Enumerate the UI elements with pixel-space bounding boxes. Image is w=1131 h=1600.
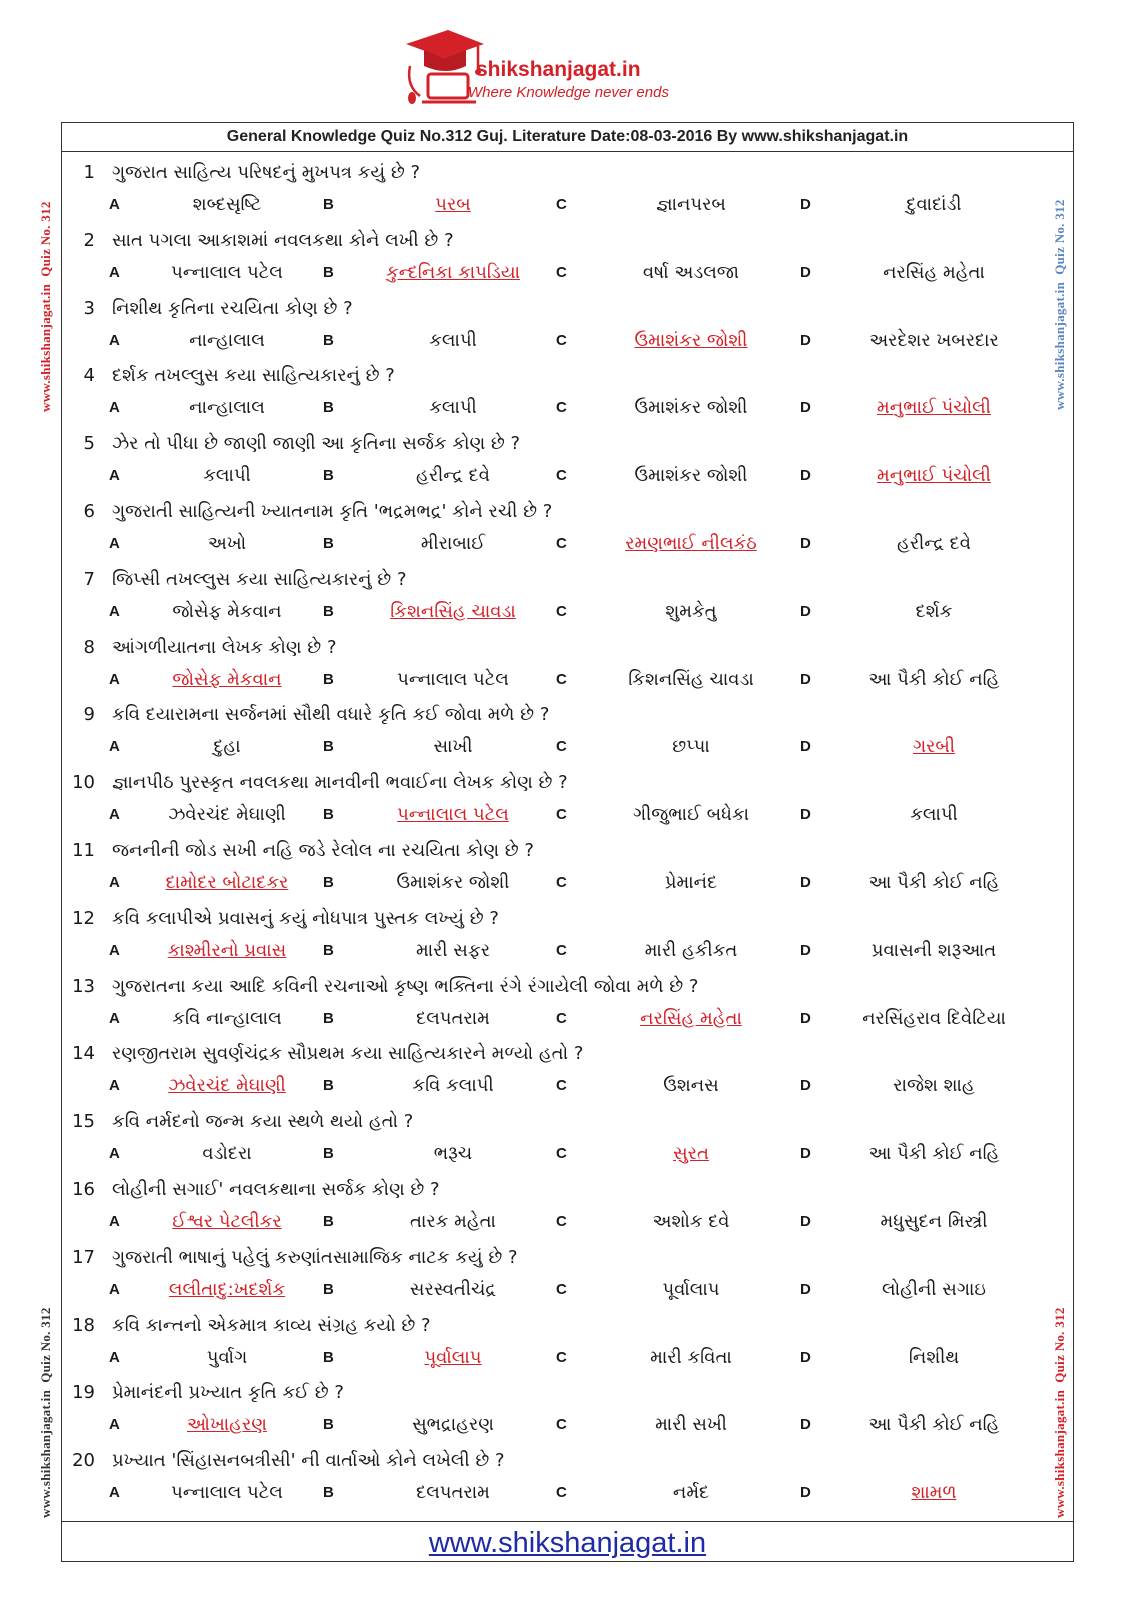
- option-letter-a: A: [109, 670, 120, 688]
- question-item: [62, 155, 1073, 223]
- question-number: 10: [72, 772, 95, 794]
- option-letter-c: C: [556, 1348, 567, 1366]
- side-site: www.shikshanjagat.in: [1052, 281, 1067, 410]
- correct-answer: ઓખાહરણ: [187, 1414, 267, 1436]
- option-letter-b: B: [323, 196, 334, 213]
- logo-tagline: Where Knowledge never ends: [468, 84, 669, 101]
- question-text: સાત પગલા આકાશમાં નવલકથા કોને લખી છે ?: [112, 229, 454, 251]
- options-row: [62, 1343, 1073, 1373]
- correct-answer: સુરત: [673, 1143, 709, 1165]
- option-b: મીરાબાઈ: [420, 532, 486, 554]
- option-letter-c: C: [556, 1009, 567, 1027]
- question-number: 15: [72, 1111, 95, 1133]
- option-b: પન્નાલાલ પટેલ: [397, 668, 509, 690]
- option-a: પન્નાલાલ પટેલ: [171, 1482, 283, 1504]
- correct-answer: ઝવેરચંદ મેઘાણી: [168, 1075, 286, 1097]
- option-c: પ્રેમાનંદ: [664, 871, 718, 893]
- question-text: નિશીથ કૃતિના રચયિતા કોણ છે ?: [112, 297, 353, 319]
- option-letter-b: B: [323, 806, 334, 824]
- question-text: કવિ કલાપીએ પ્રવાસનું કયું નોધપાત્ર પુસ્તક લખ્યું છે ?: [112, 907, 499, 929]
- footer-url-link[interactable]: www.shikshanjagat.in: [428, 1527, 707, 1559]
- option-b: દલપતરામ: [416, 1482, 490, 1504]
- options-row: [62, 732, 1073, 762]
- option-b: કવિ કલાપી: [412, 1075, 494, 1097]
- option-letter-d: D: [800, 534, 811, 552]
- question-item: [62, 562, 1073, 630]
- side-label-top-left: [38, 201, 54, 412]
- question-item: [62, 697, 1073, 765]
- options-row: [62, 665, 1073, 695]
- options-row: [62, 800, 1073, 830]
- option-letter-c: C: [556, 399, 567, 417]
- option-letter-d: D: [800, 1348, 811, 1366]
- option-c: કિશનસિંહ ચાવડા: [628, 668, 754, 690]
- option-letter-b: B: [323, 399, 334, 417]
- question-item: [62, 1036, 1073, 1104]
- options-row: [62, 1207, 1073, 1237]
- question-item: [62, 1308, 1073, 1376]
- correct-answer: ઉમાશંકર જોશી: [634, 329, 748, 351]
- option-letter-c: C: [556, 1077, 567, 1095]
- correct-answer: રમણભાઈ નીલકંઠ: [625, 532, 757, 554]
- option-letter-c: C: [556, 196, 567, 213]
- options-row: [62, 461, 1073, 491]
- question-text: દર્શક તખલ્લુસ કયા સાહિત્યકારનું છે ?: [112, 365, 395, 387]
- option-a: દુહા: [213, 736, 241, 758]
- option-d: પ્રવાસની શરૂઆત: [871, 939, 997, 961]
- option-letter-c: C: [556, 806, 567, 824]
- side-quiz: Quiz No. 312: [38, 1307, 53, 1383]
- question-text: જિપ્સી તખલ્લુસ કયા સાહિત્યકારનું છે ?: [112, 568, 407, 590]
- option-letter-c: C: [556, 263, 567, 281]
- question-text: ગુજરાતી સાહિત્યની ખ્યાતનામ કૃતિ 'ભદ્રમભદ્ર' કોને રચી છે ?: [112, 500, 553, 522]
- option-b: ઉમાશંકર જોશી: [396, 871, 510, 893]
- question-item: [62, 1375, 1073, 1443]
- option-letter-b: B: [323, 534, 334, 552]
- option-c: વર્ષા અડલજા: [642, 261, 740, 283]
- option-d: આ પૈકી કોઈ નહિ: [868, 1143, 1000, 1165]
- option-letter-c: C: [556, 738, 567, 756]
- option-letter-a: A: [109, 806, 120, 824]
- site-logo: [400, 26, 720, 112]
- option-a: વડોદરા: [202, 1143, 252, 1165]
- option-c: ઉમાશંકર જોશી: [634, 465, 748, 487]
- option-letter-a: A: [109, 1416, 120, 1434]
- question-text: ઝેર તો પીધા છે જાણી જાણી આ કૃતિના સર્જક કોણ છે ?: [112, 433, 521, 455]
- question-number: 3: [83, 297, 95, 319]
- side-quiz: Quiz No. 312: [1052, 1307, 1067, 1383]
- question-text: રણજીતરામ સુવર્ણચંદ્રક સૌપ્રથમ કયા સાહિત્યકારને મળ્યો હતો ?: [112, 1043, 584, 1065]
- question-item: [62, 901, 1073, 969]
- option-a: નાન્હાલાલ: [189, 329, 265, 351]
- option-letter-b: B: [323, 1348, 334, 1366]
- question-text: ગુજરાતી ભાષાનું પહેલું કરુણાંતસામાજિક નાટક કયું છે ?: [112, 1246, 518, 1268]
- option-a: જોસેફ મેકવાન: [172, 600, 282, 622]
- option-letter-a: A: [109, 1348, 120, 1366]
- option-letter-c: C: [556, 873, 567, 891]
- option-letter-a: A: [109, 1280, 120, 1298]
- question-item: [62, 1104, 1073, 1172]
- correct-answer: મનુભાઈ પંચોલી: [877, 465, 991, 487]
- option-d: લોહીની સગાઇ: [881, 1278, 987, 1300]
- option-letter-d: D: [800, 196, 811, 213]
- question-number: 8: [83, 636, 95, 658]
- option-a: અખો: [207, 532, 247, 554]
- option-letter-a: A: [109, 399, 120, 417]
- question-text: ગુજરાતના કયા આદિ કવિની રચનાઓ કૃષ્ણ ભક્તિના રંગે રંગાયેલી જોવા મળે છે ?: [112, 975, 699, 997]
- option-a: નાન્હાલાલ: [189, 397, 265, 419]
- option-c: મારી કવિતા: [650, 1346, 732, 1368]
- question-text: કવિ દયારામના સર્જનમાં સૌથી વધારે કૃતિ કઈ જોવા મળે છે ?: [112, 704, 550, 726]
- options-row: [62, 1410, 1073, 1440]
- option-letter-c: C: [556, 467, 567, 485]
- option-letter-c: C: [556, 602, 567, 620]
- option-d: હરીન્દ્ર દવે: [897, 532, 971, 554]
- quiz-header: General Knowledge Quiz No.312 Guj. Literature Date:08-03-2016 By www.shikshanjagat.in: [62, 123, 1073, 152]
- correct-answer: ગરબી: [912, 736, 956, 758]
- option-letter-a: A: [109, 1145, 120, 1163]
- option-letter-c: C: [556, 1280, 567, 1298]
- option-b: ભરૂચ: [433, 1143, 473, 1165]
- option-a: પન્નાલાલ પટેલ: [171, 261, 283, 283]
- question-number: 5: [83, 433, 95, 455]
- option-c: શુમકેતુ: [665, 600, 717, 622]
- option-b: કલાપી: [429, 397, 477, 419]
- question-number: 17: [72, 1246, 95, 1268]
- question-text: જ્ઞાનપીઠ પુરસ્કૃત નવલકથા માનવીની ભવાઈના લેખક કોણ છે ?: [112, 772, 568, 794]
- correct-answer: જોસેફ મેકવાન: [172, 668, 282, 690]
- side-site: www.shikshanjagat.in: [1052, 1389, 1067, 1518]
- option-d: રાજેશ શાહ: [893, 1075, 975, 1097]
- question-number: 13: [72, 975, 95, 997]
- option-letter-a: A: [109, 534, 120, 552]
- question-number: 20: [72, 1450, 95, 1472]
- options-row: [62, 393, 1073, 423]
- side-label-bottom-left: [38, 1307, 54, 1518]
- option-c: ઉમાશંકર જોશી: [634, 397, 748, 419]
- options-row: [62, 1139, 1073, 1169]
- question-text: પ્રેમાનંદની પ્રખ્યાત કૃતિ કઈ છે ?: [112, 1382, 344, 1404]
- question-item: [62, 426, 1073, 494]
- question-number: 9: [83, 704, 95, 726]
- option-letter-c: C: [556, 1145, 567, 1163]
- option-letter-d: D: [800, 1484, 811, 1502]
- option-letter-a: A: [109, 1009, 120, 1027]
- question-item: [62, 358, 1073, 426]
- option-b: હરીન્દ્ર દવે: [416, 465, 490, 487]
- options-row: [62, 1004, 1073, 1034]
- option-d: આ પૈકી કોઈ નહિ: [868, 871, 1000, 893]
- question-text: આંગળીયાતના લેખક કોણ છે ?: [112, 636, 337, 658]
- options-row: [62, 258, 1073, 288]
- option-letter-a: A: [109, 738, 120, 756]
- options-row: [62, 1275, 1073, 1305]
- correct-answer: પૂર્વાલાપ: [424, 1346, 482, 1368]
- option-a: કલાપી: [203, 465, 251, 487]
- option-letter-b: B: [323, 331, 334, 349]
- correct-answer: શામળ: [911, 1482, 957, 1504]
- correct-answer: પન્નાલાલ પટેલ: [397, 804, 509, 826]
- question-number: 14: [72, 1043, 95, 1065]
- option-c: ઉશનસ: [663, 1075, 719, 1097]
- correct-answer: કાશ્મીરનો પ્રવાસ: [167, 939, 287, 961]
- options-row: [62, 326, 1073, 356]
- options-row: [62, 936, 1073, 966]
- option-b: તારક મહેતા: [410, 1210, 496, 1232]
- side-site: www.shikshanjagat.in: [38, 1389, 53, 1518]
- question-item: [62, 494, 1073, 562]
- option-letter-b: B: [323, 1009, 334, 1027]
- option-letter-a: A: [109, 331, 120, 349]
- question-text: પ્રખ્યાત 'સિંહાસનબત્રીસી' ની વાર્તાઓ કોને લખેલી છે ?: [112, 1450, 505, 1472]
- option-c: જ્ઞાનપરબ: [656, 194, 726, 215]
- side-site: www.shikshanjagat.in: [38, 283, 53, 412]
- question-item: [62, 223, 1073, 291]
- option-letter-b: B: [323, 1280, 334, 1298]
- option-letter-d: D: [800, 1212, 811, 1230]
- option-a: કવિ નાન્હાલાલ: [172, 1007, 282, 1029]
- option-letter-d: D: [800, 1009, 811, 1027]
- question-number: 12: [72, 907, 95, 929]
- option-letter-d: D: [800, 331, 811, 349]
- option-letter-d: D: [800, 873, 811, 891]
- option-b: સરસ્વતીચંદ્ર: [409, 1278, 497, 1300]
- question-text: કવિ નર્મદનો જન્મ કયા સ્થળે થયો હતો ?: [112, 1111, 414, 1133]
- option-c: મારી હકીકત: [644, 939, 738, 961]
- question-item: [62, 833, 1073, 901]
- question-text: કવિ કાન્તનો એકમાત્ર કાવ્ય સંગ્રહ કયો છે ?: [112, 1314, 431, 1336]
- option-letter-b: B: [323, 873, 334, 891]
- option-b: સુભદ્રાહરણ: [412, 1414, 494, 1436]
- option-letter-a: A: [109, 941, 120, 959]
- option-letter-d: D: [800, 738, 811, 756]
- option-d: કલાપી: [910, 804, 958, 826]
- option-letter-d: D: [800, 399, 811, 417]
- option-letter-b: B: [323, 1212, 334, 1230]
- option-d: નિશીથ: [908, 1346, 960, 1368]
- side-quiz: Quiz No. 312: [38, 201, 53, 277]
- question-item: [62, 1443, 1073, 1511]
- option-letter-d: D: [800, 1280, 811, 1298]
- correct-answer: મનુભાઈ પંચોલી: [877, 397, 991, 419]
- correct-answer: દામોદર બોટાદકર: [165, 871, 289, 893]
- option-letter-d: D: [800, 1145, 811, 1163]
- option-letter-d: D: [800, 941, 811, 959]
- option-letter-b: B: [323, 602, 334, 620]
- options-row: [62, 1071, 1073, 1101]
- option-d: આ પૈકી કોઈ નહિ: [868, 1414, 1000, 1436]
- footer-divider: [62, 1521, 1073, 1522]
- correct-answer: કુન્દનિકા કાપડિયા: [385, 261, 520, 283]
- option-a: પુર્વાગ: [206, 1346, 248, 1368]
- option-letter-c: C: [556, 534, 567, 552]
- option-letter-b: B: [323, 670, 334, 688]
- options-row: [62, 529, 1073, 559]
- option-letter-a: A: [109, 467, 120, 485]
- option-b: મારી સફર: [415, 939, 491, 961]
- question-number: 11: [72, 839, 95, 861]
- option-letter-b: B: [323, 1145, 334, 1163]
- question-number: 16: [72, 1178, 95, 1200]
- option-letter-d: D: [800, 263, 811, 281]
- question-text: જનનીની જોડ સખી નહિ જડે રેલોલ ના રચયિતા કોણ છે ?: [112, 839, 534, 861]
- option-letter-c: C: [556, 941, 567, 959]
- side-quiz: Quiz No. 312: [1052, 199, 1067, 275]
- correct-answer: ઈશ્વર પેટલીકર: [172, 1210, 282, 1232]
- option-b: કલાપી: [429, 329, 477, 351]
- option-d: નરસિંહરાવ દિવેટિયા: [862, 1007, 1006, 1029]
- logo-name: shikshanjagat.in: [476, 58, 641, 81]
- option-letter-b: B: [323, 1484, 334, 1502]
- option-letter-c: C: [556, 670, 567, 688]
- question-list: [62, 155, 1073, 1511]
- option-letter-d: D: [800, 670, 811, 688]
- option-d: નરસિંહ મહેતા: [883, 261, 985, 283]
- option-letter-c: C: [556, 1484, 567, 1502]
- option-letter-a: A: [109, 196, 120, 213]
- question-item: [62, 1172, 1073, 1240]
- footer: [62, 1527, 1073, 1560]
- correct-answer: કિશનસિંહ ચાવડા: [390, 600, 516, 622]
- option-c: નર્મદ: [672, 1482, 710, 1504]
- question-item: [62, 291, 1073, 359]
- option-c: છપ્પા: [672, 736, 710, 758]
- question-number: 6: [83, 500, 95, 522]
- option-letter-b: B: [323, 1077, 334, 1095]
- option-letter-d: D: [800, 602, 811, 620]
- option-c: મારી સખી: [655, 1414, 727, 1436]
- question-item: [62, 969, 1073, 1037]
- question-number: 4: [83, 365, 95, 387]
- question-number: 7: [83, 568, 95, 590]
- option-letter-b: B: [323, 738, 334, 756]
- option-d: દુવાદાંડી: [906, 194, 962, 215]
- option-c: પૂર્વાલાપ: [662, 1278, 720, 1300]
- option-a: ઝવેરચંદ મેઘાણી: [168, 804, 286, 826]
- question-number: 2: [83, 229, 95, 251]
- options-row: [62, 868, 1073, 898]
- question-number: 1: [83, 162, 95, 183]
- option-letter-a: A: [109, 263, 120, 281]
- option-letter-a: A: [109, 602, 120, 620]
- option-letter-d: D: [800, 467, 811, 485]
- correct-answer: પરબ: [435, 194, 471, 215]
- option-b: સાખી: [433, 736, 473, 758]
- quiz-frame: [61, 122, 1074, 1562]
- correct-answer: લલીતાદુ:ખદર્શક: [168, 1278, 286, 1300]
- option-letter-a: A: [109, 1212, 120, 1230]
- option-d: આ પૈકી કોઈ નહિ: [868, 668, 1000, 690]
- options-row: [62, 1478, 1073, 1508]
- option-d: અરદેશર ખબરદાર: [869, 329, 999, 351]
- question-text: લોહીની સગાઈ' નવલકથાના સર્જક કોણ છે ?: [112, 1178, 440, 1200]
- option-b: દલપતરામ: [416, 1007, 490, 1029]
- option-a: શબ્દસૃષ્ટિ: [192, 194, 262, 215]
- option-letter-d: D: [800, 1077, 811, 1095]
- option-letter-b: B: [323, 263, 334, 281]
- question-item: [62, 765, 1073, 833]
- option-letter-a: A: [109, 873, 120, 891]
- question-number: 19: [72, 1382, 95, 1404]
- question-item: [62, 1240, 1073, 1308]
- option-c: અશોક દવે: [652, 1210, 730, 1232]
- option-letter-c: C: [556, 1212, 567, 1230]
- option-letter-c: C: [556, 331, 567, 349]
- options-row: [62, 190, 1073, 220]
- option-d: દર્શક: [915, 600, 953, 622]
- option-letter-b: B: [323, 1416, 334, 1434]
- option-letter-a: A: [109, 1077, 120, 1095]
- option-letter-b: B: [323, 467, 334, 485]
- options-row: [62, 597, 1073, 627]
- option-d: મધુસુદન મિસ્ત્રી: [880, 1210, 988, 1232]
- option-letter-d: D: [800, 806, 811, 824]
- option-letter-a: A: [109, 1484, 120, 1502]
- correct-answer: નરસિંહ મહેતા: [640, 1007, 742, 1029]
- option-letter-d: D: [800, 1416, 811, 1434]
- option-c: ગીજુભાઈ બધેકા: [632, 804, 750, 826]
- question-item: [62, 630, 1073, 698]
- option-letter-c: C: [556, 1416, 567, 1434]
- question-number: 18: [72, 1314, 95, 1336]
- option-letter-b: B: [323, 941, 334, 959]
- question-text: ગુજરાત સાહિત્ય પરિષદનું મુખપત્ર કયું છે ?: [112, 162, 421, 183]
